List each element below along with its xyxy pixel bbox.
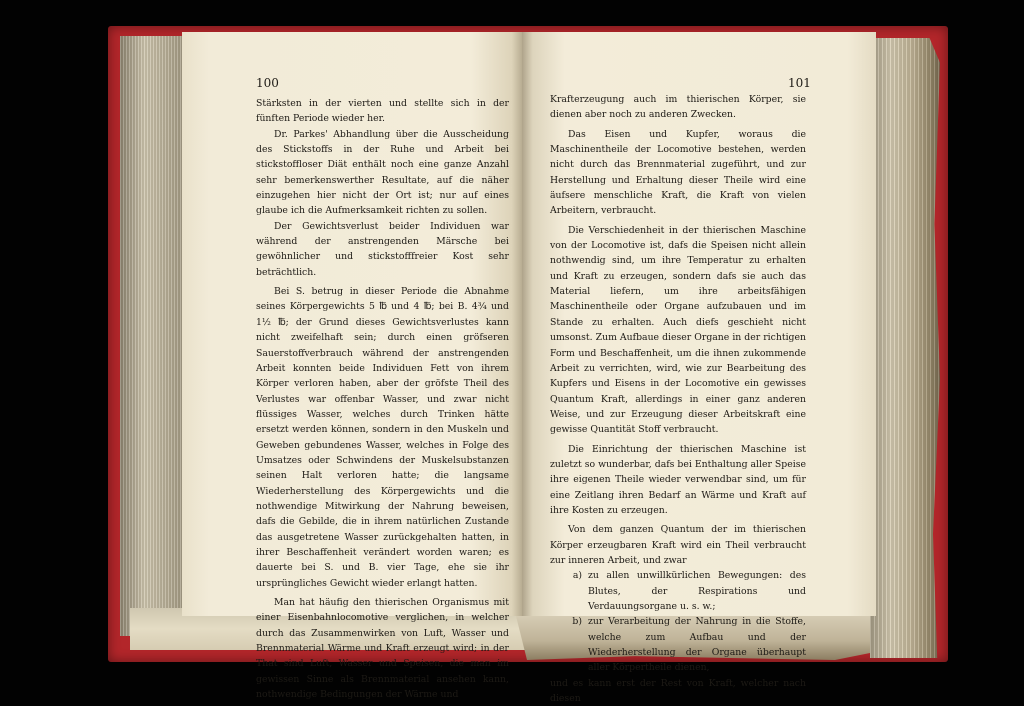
page-number-right: 101 — [788, 76, 811, 90]
paragraph: Das Eisen und Kupfer, woraus die Maschinentheile der Locomotive bestehen, werden nicht durch das Brennmaterial zugeführt, und zur Herstellung und Erhaltung dieser Theile wird eine äufsere menschliche Kraft, die Kraft von vielen Arbeitern, verbraucht. — [550, 128, 806, 217]
page-block-right — [870, 38, 940, 658]
paragraph: Man hat häufig den thierischen Organismus mit einer Eisenbahnlocomotive verglichen, in welcher durch das Zusammenwirken von Luft, Wasser und Brennmaterial Wärme und Kraft erzeugt wird; in der That sind Luft, Wasser und Speisen, die man im gewissen Sinne als Brennmaterial ansehen kann, nothwendige Bedingungen der Wärme und — [256, 597, 509, 701]
paragraph: Dr. Parkes' Abhandlung über die Ausscheidung des Stickstoffs in der Ruhe und Arbeit bei stickstoffloser Diät enthält noch eine ganze Anzahl sehr bemerkenswerther Resultate, auf die näher einzugehen hier nicht der Ort ist; nur auf eines glaube ich die Aufmerksamkeit richten zu sollen. — [256, 128, 509, 217]
list-item-label: b) — [572, 616, 582, 628]
paragraph: Die Einrichtung der thierischen Maschine ist zuletzt so wunderbar, dafs bei Enthaltung aller Speise ihre eigenen Theile wieder verwendbar sind, um für eine Zeitlang ihren Bedarf an Wärme und Kraft auf ihre Kosten zu erzeugen. — [550, 443, 806, 516]
list-item-text: zur Verarbeitung der Nahrung in die Stoffe, welche zum Aufbau und der Wiederherstellung der Organe überhaupt aller Körpertheile dienen, — [588, 616, 806, 674]
list-item — [550, 568, 806, 614]
paragraph: Der Gewichtsverlust beider Individuen war während der anstrengenden Märsche bei gewöhnlicher und stickstofffreier Kost sehr beträchtlich. — [256, 220, 509, 278]
right-page-text — [550, 92, 806, 706]
left-page-text — [256, 96, 509, 702]
paragraph: Stärksten in der vierten und stellte sich in der fünften Periode wieder her. — [256, 98, 509, 125]
paragraph: Krafterzeugung auch im thierischen Körper, sie dienen aber noch zu anderen Zwecken. — [550, 94, 806, 121]
paragraph: Die Verschiedenheit in der thierischen Maschine von der Locomotive ist, dafs die Speisen nicht allein nothwendig sind, um ihre Temperatur zu erhalten und Kraft zu erzeugen, sondern dafs sie auch das Material liefern, um ihre arbeitsfähigen Maschinentheile oder Organe aufzubauen und im Stande zu erhalten. Auch diefs geschieht nicht umsonst. Zum Aufbaue dieser Organe in der richtigen Form und Beschaffenheit, um die ihnen zukommende Arbeit zu verrichten, wird, wie zur Bearbeitung des Kupfers und Eisens in der Locomotive ein gewisses Quantum Kraft, allerdings in einer ganz anderen Weise, und zur Erzeugung dieser Arbeitskraft eine gewisse Quantität Stoff verbraucht. — [550, 224, 806, 436]
list-item-text: zu allen unwillkürlichen Bewegungen: des Blutes, der Respirations und Verdauungsorgane u. s. w.; — [588, 570, 806, 612]
list-item — [550, 614, 806, 675]
right-page — [522, 32, 876, 705]
page-block-left — [120, 36, 190, 636]
left-page — [182, 32, 522, 701]
paragraph: Von dem ganzen Quantum der im thierischen Körper erzeugbaren Kraft wird ein Theil verbraucht zur inneren Arbeit, und zwar — [550, 524, 806, 566]
paragraph: und es kann erst der Rest von Kraft, welcher nach diesen — [550, 677, 806, 705]
page-number-left: 100 — [256, 76, 279, 90]
paragraph: Bei S. betrug in dieser Periode die Abnahme seines Körpergewichts 5 ℔ und 4 ℔; bei B. 4¾ und 1½ ℔; der Grund dieses Gewichtsverlustes kann nicht zweifelhaft sein; durch einen gröfseren Sauerstoffverbrauch während der anstrengenden Arbeit konnten beide Individuen Fett von ihrem Körper verloren haben, aber der gröfste Theil des Verlustes war offenbar Wasser, und zwar nicht flüssiges Wasser, welches durch Trinken hätte ersetzt werden können, sondern in den Muskeln und Geweben gebundenes Wasser, welches in Folge des Umsatzes oder Schwindens der Muskelsubstanzen seinen Halt verloren hatte; die langsame Wiederherstellung des Körpergewichts und die nothwendige Mitwirkung der Nahrung beweisen, dafs die Gebilde, die in ihrem natürlichen Zustande das ausgetretene Wasser zurückgehalten hatten, in ihrer Beschaffenheit verändert worden waren; es dauerte bei S. und B. vier Tage, ehe sie ihr ursprüngliches Gewicht wieder erlangt hatten. — [256, 286, 509, 589]
list-item-label: a) — [572, 570, 582, 582]
